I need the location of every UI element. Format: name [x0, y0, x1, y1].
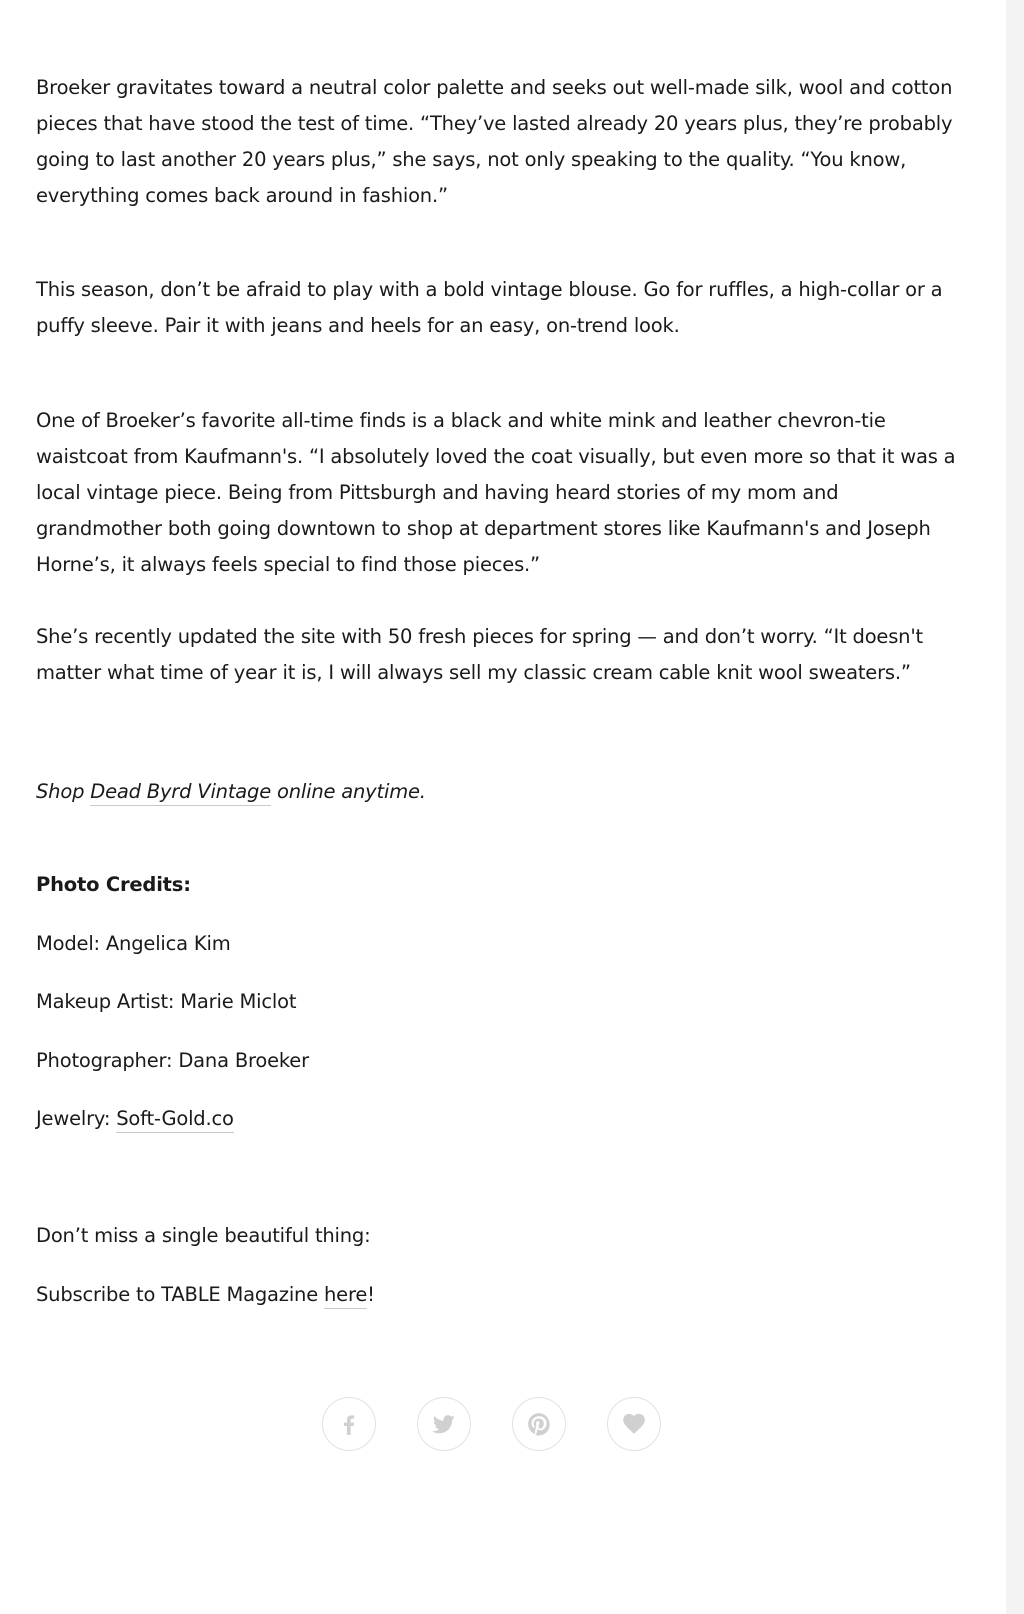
shop-line — [36, 774, 956, 810]
subscribe-prefix: Subscribe to TABLE Magazine — [36, 1283, 324, 1306]
paragraph-blouse: This season, don’t be afraid to play with a bold vintage blouse. Go for ruffles, a high-collar or a puffy sleeve. Pair it with jeans and heels for an easy, on-trend look. — [36, 278, 943, 337]
share-buttons — [322, 1397, 661, 1453]
heart-icon — [621, 1411, 647, 1437]
credit-makeup-artist: Makeup Artist: Marie Miclot — [36, 990, 297, 1013]
subscribe-intro: Don’t miss a single beautiful thing: — [36, 1224, 371, 1247]
subscribe-here-link[interactable]: here — [324, 1283, 367, 1309]
twitter-share-button[interactable] — [417, 1397, 471, 1451]
soft-gold-link[interactable]: Soft-Gold.co — [116, 1107, 234, 1133]
page-scrollbar[interactable] — [1006, 0, 1024, 1614]
dead-byrd-vintage-link[interactable]: Dead Byrd Vintage — [90, 780, 271, 806]
pinterest-share-button[interactable] — [512, 1397, 566, 1451]
paragraph-spring-update: She’s recently updated the site with 50 fresh pieces for spring — and don’t worry. “It doesn't matter what time of year it is, I will always sell my classic cream cable knit wool sweaters.” — [36, 625, 923, 684]
subscribe-line — [36, 1277, 956, 1313]
shop-line-prefix: Shop — [36, 780, 91, 803]
shop-line-suffix: online anytime. — [271, 780, 426, 803]
paragraph-favorite-find: One of Broeker’s favorite all-time finds is a black and white mink and leather chevron-tie waistcoat from Kaufmann's. “I absolutely loved the coat visually, but even more so that it was a local vintage piece. Being from Pittsburgh and having heard stories of my mom and grandmother both going downtown to shop at department stores like Kaufmann's and Joseph Horne’s, it always feels special to find those pieces.” — [36, 409, 956, 576]
facebook-share-button[interactable] — [322, 1397, 376, 1451]
credit-photographer: Photographer: Dana Broeker — [36, 1049, 309, 1072]
paragraph-palette: Broeker gravitates toward a neutral color palette and seeks out well-made silk, wool and cotton pieces that have stood the test of time. “They’ve lasted already 20 years plus, they’re probably going to last another 20 years plus,” she says, not only speaking to the quality. “You know, everything comes back around in fashion.” — [36, 76, 953, 207]
article-body — [36, 70, 956, 1306]
like-button[interactable] — [607, 1397, 661, 1451]
photo-credits-heading: Photo Credits: — [36, 873, 191, 896]
pinterest-icon — [526, 1411, 552, 1437]
facebook-icon — [336, 1411, 362, 1437]
subscribe-suffix: ! — [367, 1283, 375, 1306]
credit-jewelry-prefix: Jewelry: — [36, 1107, 117, 1130]
credit-model: Model: Angelica Kim — [36, 932, 231, 955]
twitter-icon — [431, 1411, 457, 1437]
credit-jewelry — [36, 1101, 956, 1137]
